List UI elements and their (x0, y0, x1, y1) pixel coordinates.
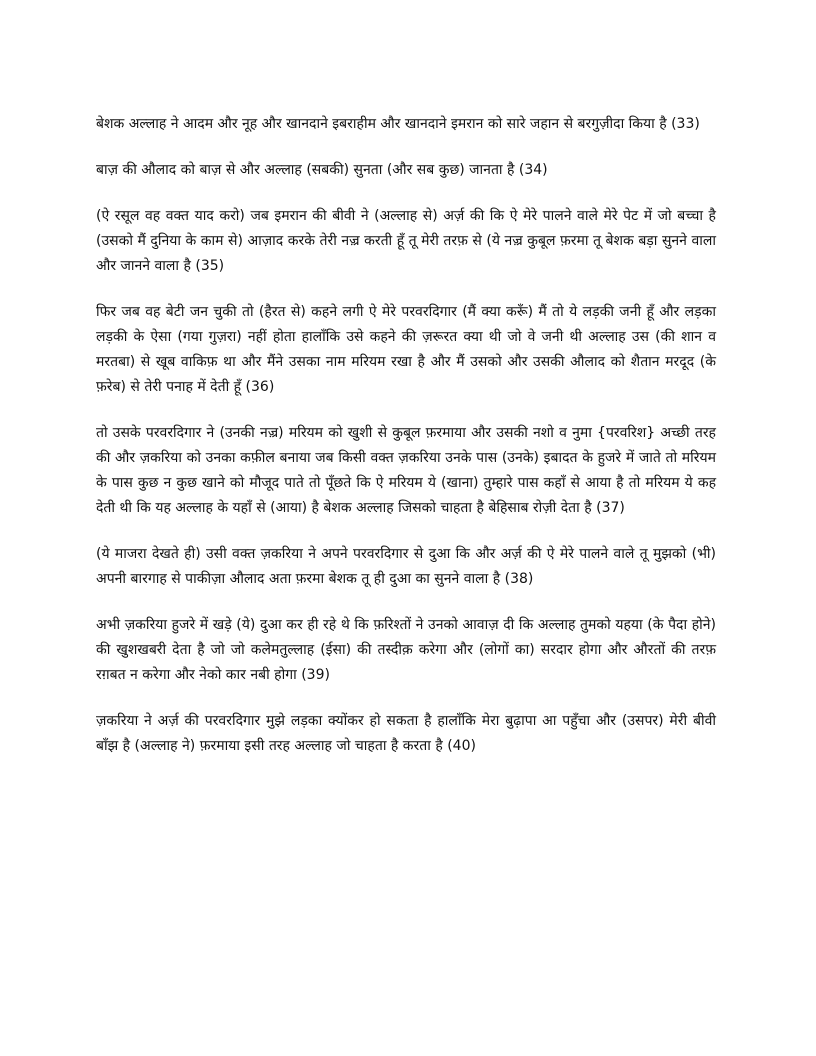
verse-38: (ये माजरा देखते ही) उसी वक्त ज़करिया ने अपने परवरदिगार से दुआ कि और अर्ज़ की ऐ मेरे पालने वाले तू मुझको (भी) अपनी बारगाह से पाकीज़ा औलाद अता फ़रमा बेशक तू ही दुआ का सुनने वाला है (38) (96, 546, 716, 587)
verse-34: बाज़ की औलाद को बाज़ से और अल्लाह (सबकी) सुनता (और सब कुछ) जानता है (34) (96, 162, 548, 178)
verse-list (96, 112, 716, 780)
verse-39: अभी ज़करिया हुजरे में खड़े (ये) दुआ कर ही रहे थे कि फ़रिश्तों ने उनको आवाज़ दी कि अल्लाह तुमको यहया (के पैदा होने) की खुशखबरी देता है जो जो कलेमतुल्लाह (ईसा) की तस्दीक़ करेगा और (लोगों का) सरदार होगा और औरतों की तरफ़ रग़बत न करेगा और नेको कार नबी होगा (39) (96, 617, 716, 683)
verse-37: तो उसके परवरदिगार ने (उनकी नज़्र) मरियम को खुशी से कुबूल फ़रमाया और उसकी नशो व नुमा {परवरिश} अच्छी तरह की और ज़करिया को उनका कफ़ील बनाया जब किसी वक्त ज़करिया उनके पास (उनके) इबादत के हुजरे में जाते तो मरियम के पास कुछ न कुछ खाने को मौजूद पाते तो पूँछते कि ऐ मरियम ये (खाना) तुम्हारे पास कहाँ से आया है तो मरियम ये कह देती थी कि यह अल्लाह के यहाँ से (आया) है बेशक अल्लाह जिसको चाहता है बेहिसाब रोज़ी देता है (37) (96, 425, 716, 516)
verse-33: बेशक अल्लाह ने आदम और नूह और खानदाने इबराहीम और खानदाने इमरान को सारे जहान से बरगुज़ीदा किया है (33) (96, 116, 700, 132)
verse-40: ज़करिया ने अर्ज़ की परवरदिगार मुझे लड़का क्योंकर हो सकता है हालाँकि मेरा बुढ़ापा आ पहुँचा और (उसपर) मेरी बीवी बाँझ है (अल्लाह ने) फ़रमाया इसी तरह अल्लाह जो चाहता है करता है (40) (96, 713, 716, 754)
verse-36: फिर जब वह बेटी जन चुकी तो (हैरत से) कहने लगी ऐ मेरे परवरदिगार (मैं क्या करूँ) मैं तो ये लड़की जनी हूँ और लड़का लड़की के ऐसा (गया गुज़रा) नहीं होता हालाँकि उसे कहने की ज़रूरत क्या थी जो वे जनी थी अल्लाह उस (की शान व मरतबा) से खूब वाकिफ़ था और मैंने उसका नाम मरियम रखा है और मैं उसको और उसकी औलाद को शैतान मरदूद (के फ़रेब) से तेरी पनाह में देती हूँ (36) (96, 304, 716, 395)
verse-35: (ऐ रसूल वह वक्त याद करो) जब इमरान की बीवी ने (अल्लाह से) अर्ज़ की कि ऐ मेरे पालने वाले मेरे पेट में जो बच्चा है (उसको मैं दुनिया के काम से) आज़ाद करके तेरी नज़्र करती हूँ तू मेरी तरफ़ से (ये नज़्र कुबूल फ़रमा तू बेशक बड़ा सुनने वाला और जानने वाला है (35) (96, 208, 716, 274)
